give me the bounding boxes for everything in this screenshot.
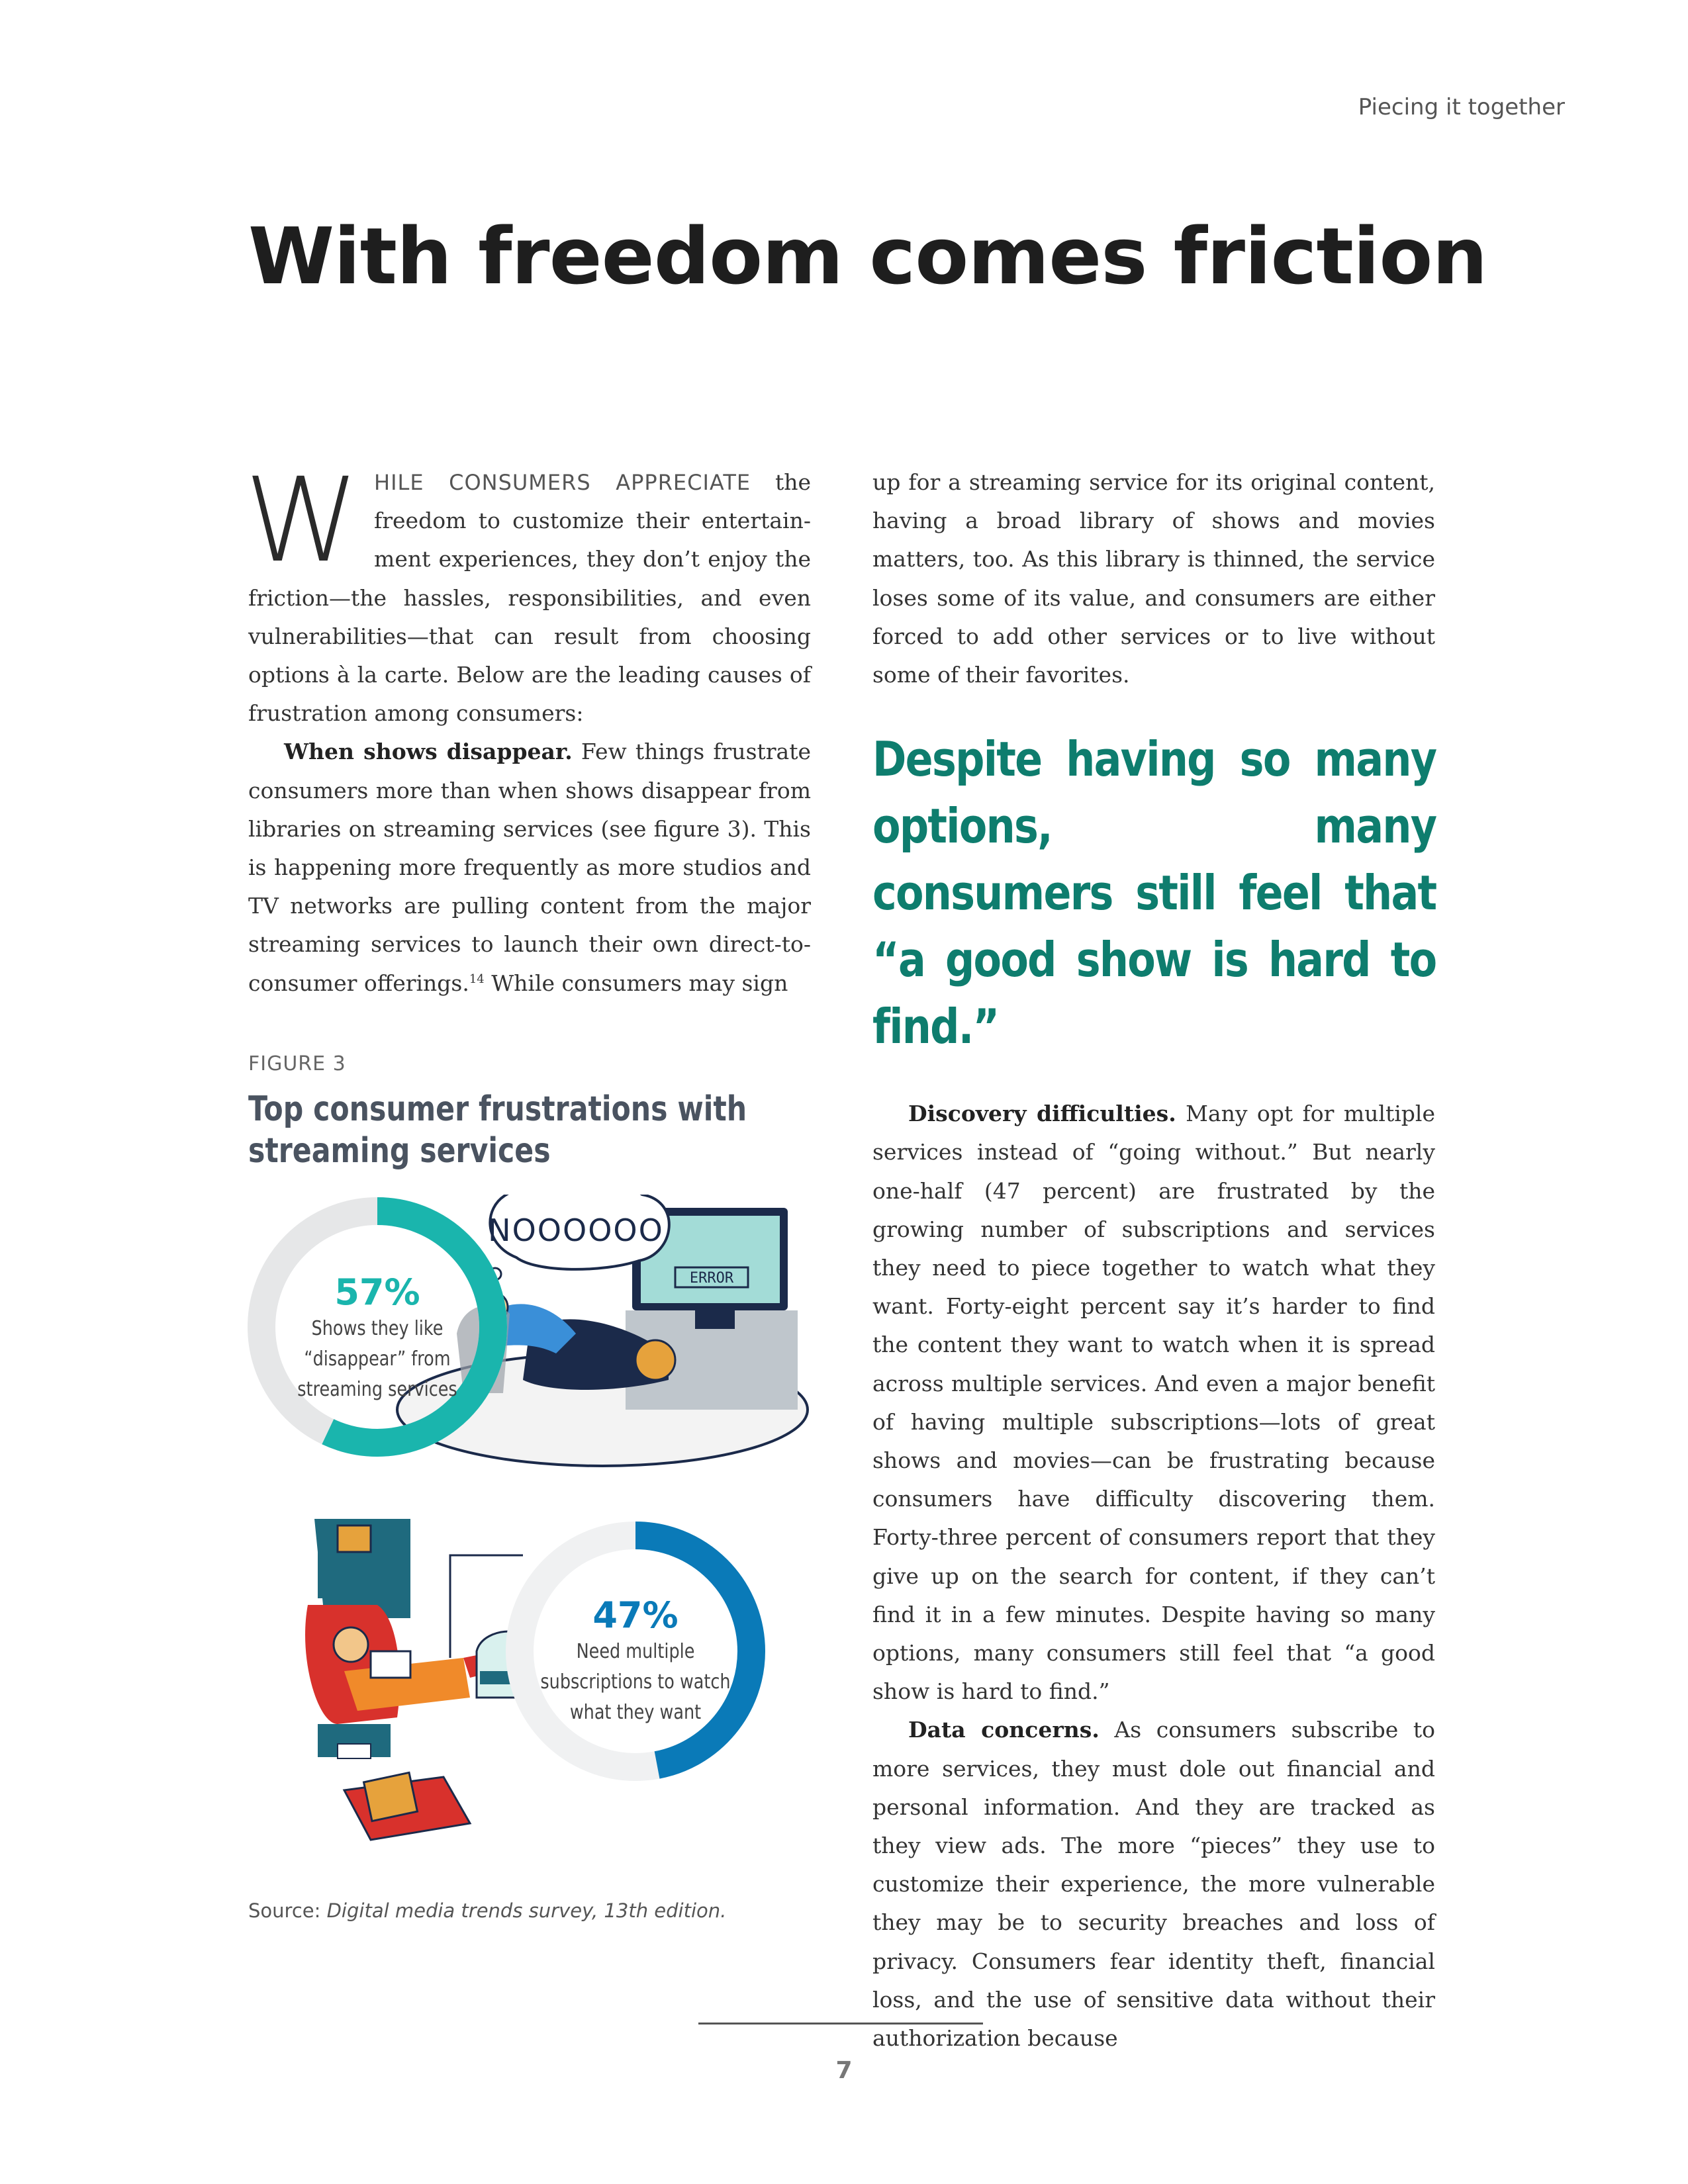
- footnote-marker: 14: [469, 972, 485, 986]
- donut-chart-2: [506, 1522, 765, 1780]
- paragraph-text: As consumers subscribe to more services, they must dole out financial and personal information. And they are tracked as they view ads. The more “pieces” they use to customize their experience, the more vulnerable they may be to security breaches and loss of privacy. Consumers fear identity theft, financial loss, and the use of sensitive data without their authorization because: [872, 1717, 1436, 2052]
- paragraph-text: Few things frustrate consumers more than when shows disappear from libraries on streaming services (see figure 3). This is happening more frequently as more studios and TV networks are pulling content from the major streaming services to launch their own direct-to-consumer offerings.: [248, 739, 812, 996]
- source-title: Digital media trends survey, 13th edition.: [326, 1899, 727, 1922]
- left-column: [244, 453, 812, 1003]
- pull-quote: Despite having so many options, many consumers still feel that “a good show is hard to find.”: [872, 731, 1436, 1055]
- smallcaps-opening: HILE CONSUMERS APPRECIATE: [374, 470, 751, 495]
- page-title: With freedom comes friction: [248, 210, 1487, 302]
- donut-2-caption-line-1: Need multiple: [576, 1639, 695, 1663]
- tv-error-text: ERROR: [689, 1270, 734, 1287]
- intro-paragraph: [244, 453, 811, 733]
- figure-label: FIGURE 3: [248, 1052, 346, 1075]
- lead-in-shows-disappear: When shows disappear.: [284, 739, 573, 765]
- donut-1-caption-line-2: “disappear” from: [304, 1346, 451, 1371]
- paragraph-tail: While consumers may sign: [484, 970, 788, 996]
- donut-1-caption-line-1: Shows they like: [311, 1316, 444, 1340]
- donut-2-caption-line-3: what they want: [569, 1700, 702, 1724]
- paragraph-shows-disappear: [248, 733, 811, 1002]
- paragraph-continued: up for a streaming service for its original content, having a broad library of shows and movies matters, too. As this library is thinned, the service loses some of its value, and consumers are either forced to add other services or to live without some of their favorites.: [872, 469, 1435, 688]
- page-number: 7: [835, 2057, 853, 2084]
- figure-title: Top consumer frustrations with streaming services: [248, 1089, 747, 1171]
- source-prefix: Source:: [248, 1899, 327, 1922]
- figure-illustration: [245, 1195, 821, 1856]
- paragraph-data-concerns: [872, 1711, 1435, 2058]
- donut-2-value-label: 47%: [592, 1594, 679, 1636]
- thought-bubble-text: NOOOOOO: [488, 1212, 664, 1248]
- donut-1-value-label: 57%: [334, 1271, 420, 1313]
- lead-in-discovery: Discovery difficulties.: [908, 1101, 1176, 1127]
- footer-rule: [698, 2023, 983, 2025]
- intro-text: the freedom to customize their entertainment experiences, they don’t enjoy the friction—the hassles, responsibilities, and even vulnerabilities—that can result from choosing options à la carte. Below are the leading causes of frustration among consumers:: [248, 469, 811, 727]
- paragraph-text: Many opt for multiple services instead of “going without.” But nearly one-half (47 percent) are frustrated by the growing number of subscriptions and services they need to piece together to watch what they want. Forty-eight percent say it’s harder to find the content they want to watch when it is spread across multiple services. And even a major benefit of having multiple subscriptions—lots of great shows and movies—can be frustrating because consumers have difficulty discovering them. Forty-three percent of consumers report that they give up on the search for content, if they can’t find it in a few minutes. Despite having so many options, many consumers still feel that “a good show is hard to find.”: [872, 1101, 1435, 1705]
- donut-chart-1: [261, 1211, 493, 1443]
- right-column: [872, 463, 1435, 2058]
- lead-in-data-concerns: Data concerns.: [908, 1717, 1100, 1743]
- donut-1-caption-line-3: streaming services: [297, 1377, 457, 1401]
- drop-cap: W: [244, 453, 360, 588]
- chair-scene-illustration: [305, 1519, 543, 1840]
- figure-source: [248, 1899, 726, 1922]
- figure-3: [248, 1052, 818, 1724]
- paragraph-discovery: [872, 1095, 1435, 1711]
- donut-2-caption-line-2: subscriptions to watch: [540, 1669, 731, 1694]
- running-head: Piecing it together: [1358, 94, 1565, 120]
